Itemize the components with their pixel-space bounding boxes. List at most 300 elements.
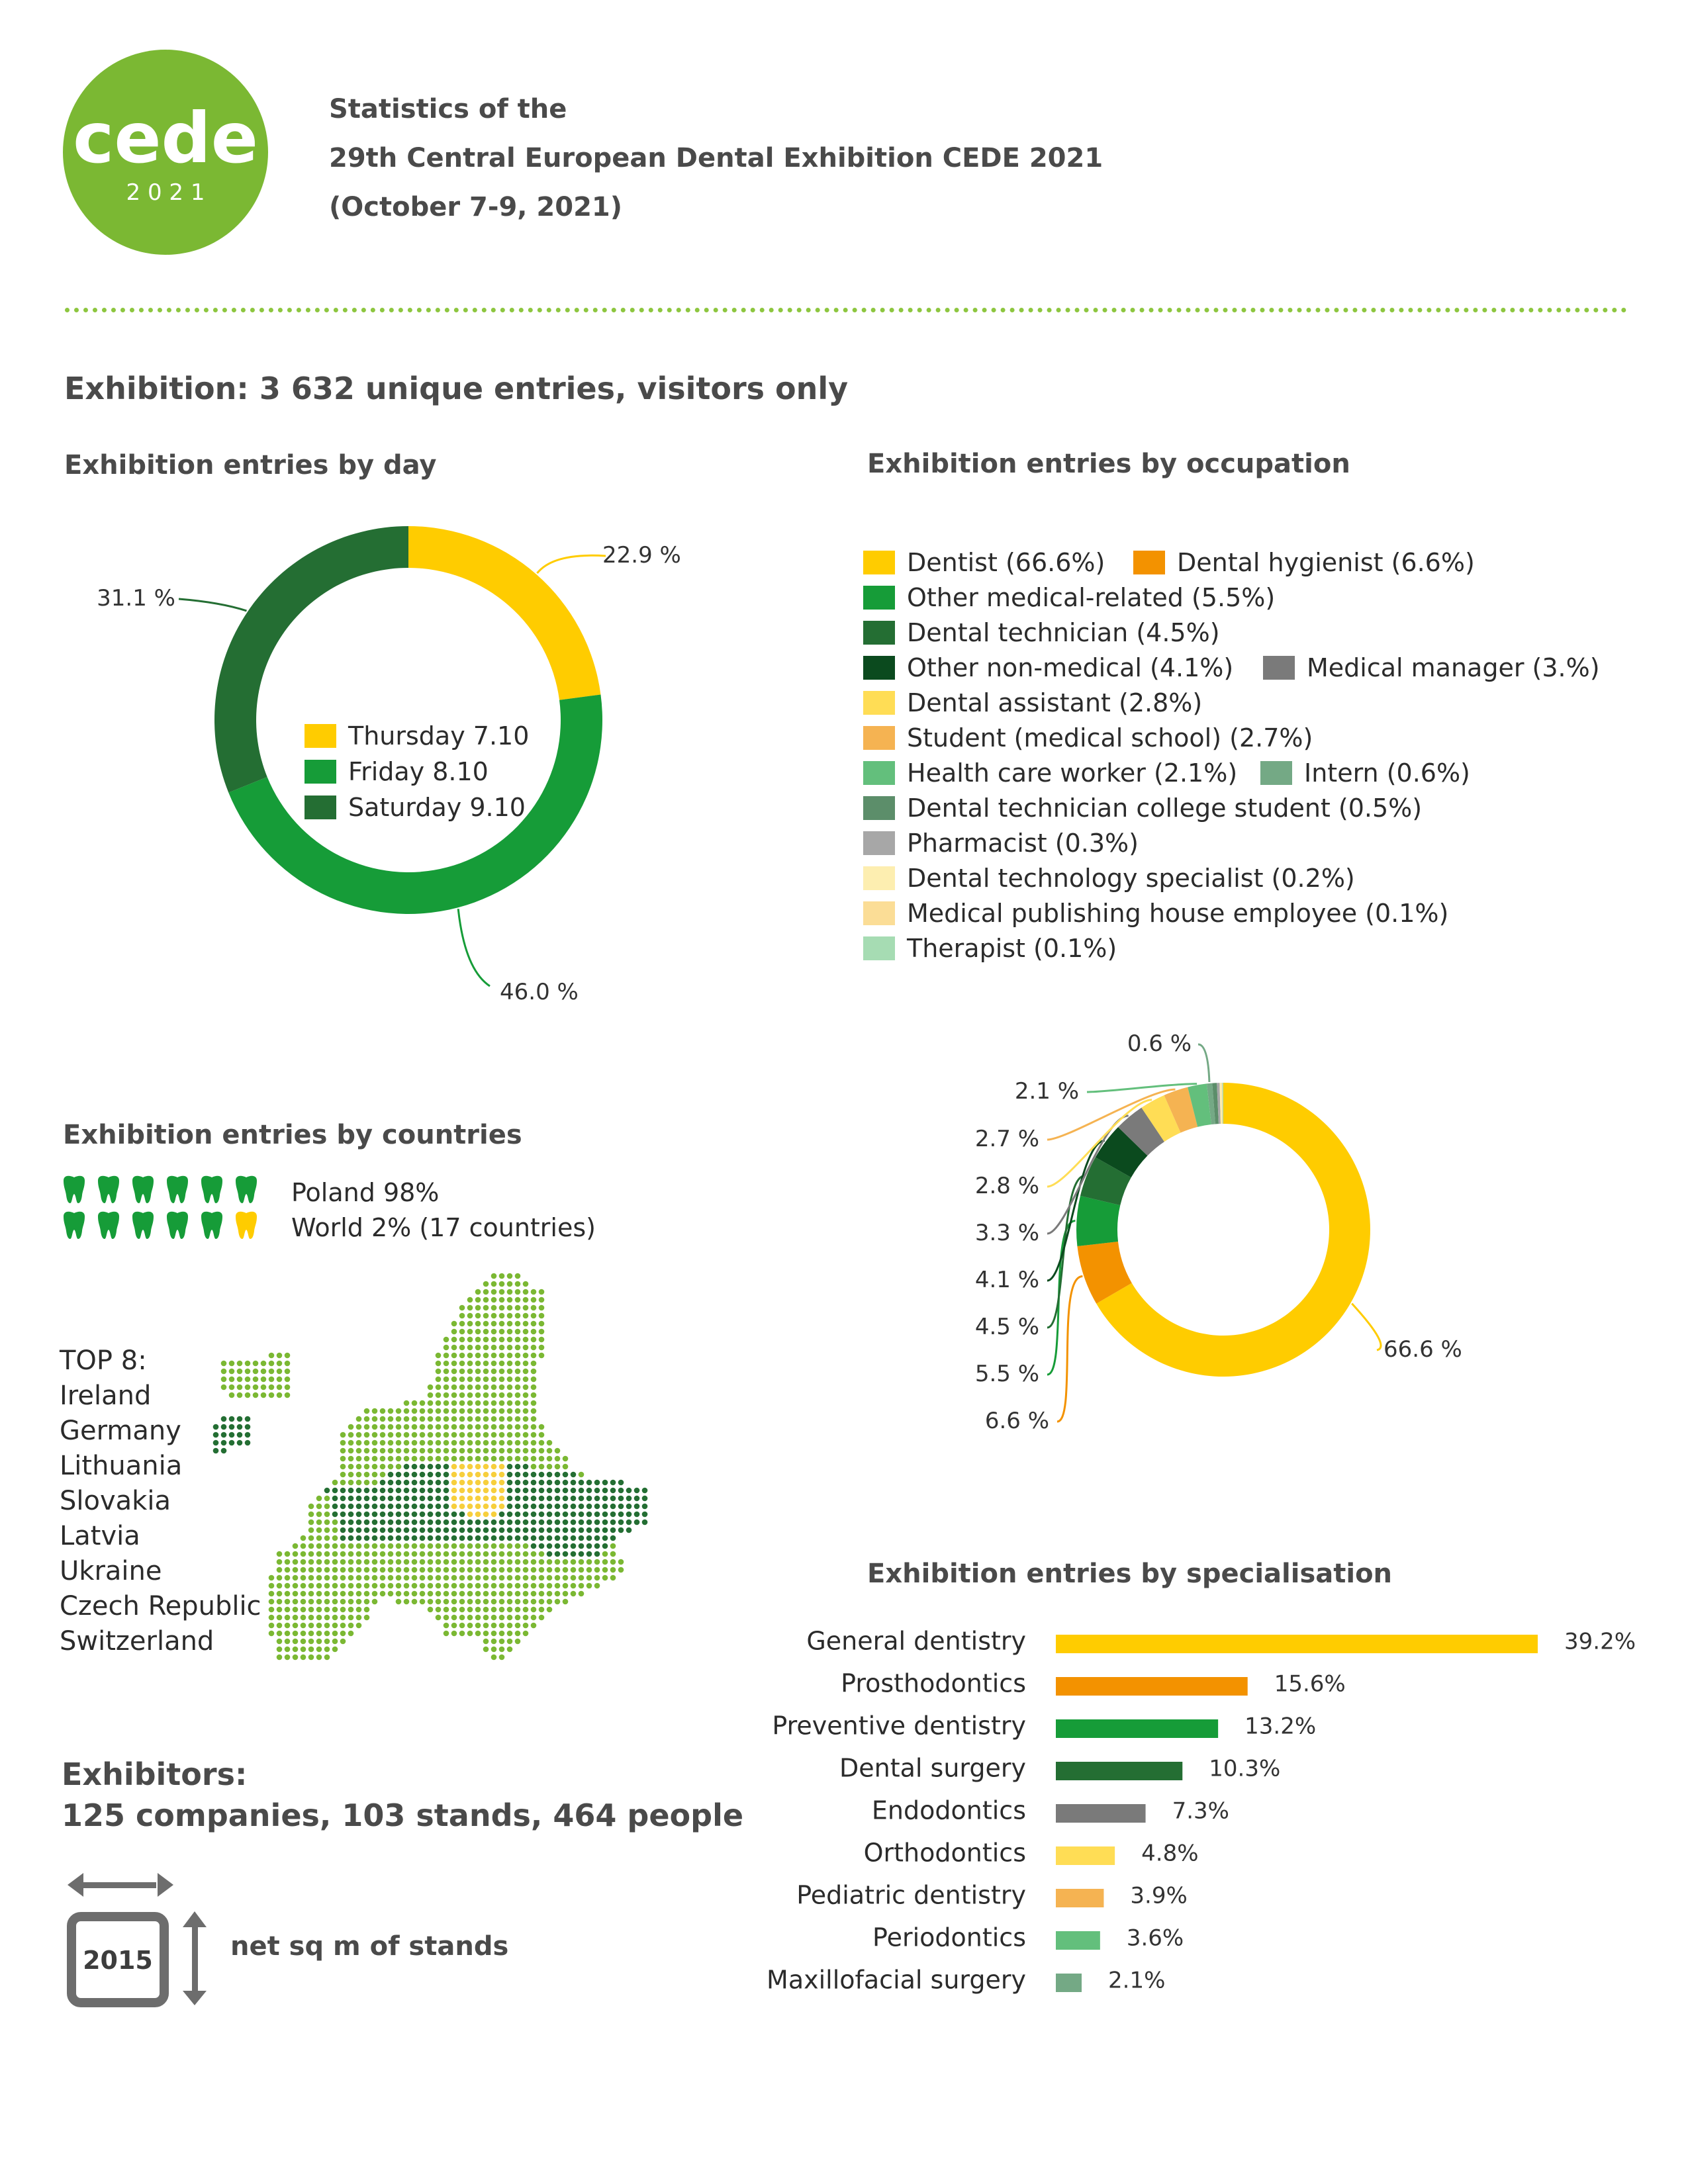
map-dot — [586, 1527, 592, 1533]
map-dot — [396, 1408, 402, 1414]
map-dot — [245, 1416, 251, 1422]
map-dot — [380, 1575, 386, 1581]
map-dot — [523, 1575, 529, 1581]
map-dot — [348, 1551, 354, 1557]
map-dot — [444, 1496, 449, 1502]
map-dot — [285, 1559, 291, 1565]
map-dot — [523, 1535, 529, 1541]
map-dot — [380, 1464, 386, 1470]
map-dot — [372, 1504, 378, 1510]
map-dot — [555, 1535, 561, 1541]
map-dot — [277, 1385, 283, 1390]
map-dot — [451, 1623, 457, 1629]
map-dot — [475, 1337, 481, 1343]
map-dot — [531, 1289, 537, 1295]
map-dot — [221, 1416, 227, 1422]
map-dot — [618, 1527, 624, 1533]
map-dot — [420, 1575, 426, 1581]
map-dot — [285, 1599, 291, 1605]
map-dot — [428, 1551, 434, 1557]
legend-friday — [305, 757, 489, 786]
exhibitors-block — [62, 1754, 743, 1836]
map-dot — [444, 1432, 449, 1438]
map-dot — [579, 1559, 585, 1565]
specialisation-bar — [1056, 1804, 1146, 1823]
map-dot — [364, 1512, 370, 1518]
map-dot — [356, 1527, 362, 1533]
map-dot — [364, 1520, 370, 1525]
map-dot — [348, 1631, 354, 1637]
map-dot — [388, 1488, 394, 1494]
map-dot — [594, 1567, 600, 1573]
map-dot — [586, 1496, 592, 1502]
map-dot — [340, 1496, 346, 1502]
map-dot — [451, 1353, 457, 1359]
map-dot — [531, 1535, 537, 1541]
map-dot — [372, 1432, 378, 1438]
map-dot — [531, 1599, 537, 1605]
legend-label: Thursday 7.10 — [348, 721, 530, 751]
map-dot — [531, 1377, 537, 1383]
map-dot — [475, 1305, 481, 1311]
map-dot — [507, 1321, 513, 1327]
map-dot — [444, 1361, 449, 1367]
map-dot — [523, 1559, 529, 1565]
map-dot — [571, 1480, 577, 1486]
map-dot — [340, 1440, 346, 1446]
map-dot — [348, 1488, 354, 1494]
map-dot — [404, 1512, 410, 1518]
map-dot — [459, 1631, 465, 1637]
day-value-label-1: 46.0 % — [500, 979, 579, 1005]
map-dot — [483, 1305, 489, 1311]
map-dot — [539, 1559, 545, 1565]
map-dot — [499, 1432, 505, 1438]
map-dot — [523, 1345, 529, 1351]
map-dot — [523, 1377, 529, 1383]
map-dot — [491, 1305, 497, 1311]
occupation-value-label-6: 2.8 % — [974, 1173, 1039, 1199]
map-dot — [356, 1504, 362, 1510]
map-dot — [261, 1385, 267, 1390]
map-dot — [610, 1575, 616, 1581]
map-dot — [396, 1504, 402, 1510]
map-dot — [285, 1655, 291, 1661]
map-dot — [316, 1559, 322, 1565]
map-dot — [539, 1345, 545, 1351]
map-dot — [412, 1543, 418, 1549]
map-dot — [332, 1615, 338, 1621]
map-dot — [229, 1392, 235, 1398]
map-dot — [523, 1281, 529, 1287]
map-dot — [610, 1520, 616, 1525]
map-dot — [634, 1504, 640, 1510]
map-dot — [380, 1448, 386, 1454]
map-dot — [515, 1424, 521, 1430]
map-dot — [515, 1313, 521, 1319]
map-dot — [515, 1337, 521, 1343]
map-dot — [444, 1599, 449, 1605]
map-dot — [444, 1488, 449, 1494]
map-dot — [483, 1496, 489, 1502]
map-dot — [269, 1583, 275, 1589]
map-dot — [507, 1639, 513, 1645]
map-dot — [491, 1353, 497, 1359]
map-dot — [340, 1480, 346, 1486]
map-dot — [412, 1599, 418, 1605]
map-dot — [451, 1448, 457, 1454]
poland-share: Poland 98% — [291, 1178, 440, 1207]
map-dot — [491, 1440, 497, 1446]
map-dot — [499, 1448, 505, 1454]
map-dot — [412, 1464, 418, 1470]
map-dot — [340, 1551, 346, 1557]
map-dot — [340, 1472, 346, 1478]
map-dot — [316, 1607, 322, 1613]
map-dot — [245, 1385, 251, 1390]
map-dot — [380, 1488, 386, 1494]
map-dot — [269, 1385, 275, 1390]
map-dot — [316, 1504, 322, 1510]
map-dot — [626, 1504, 632, 1510]
map-dot — [285, 1551, 291, 1557]
map-dot — [356, 1551, 362, 1557]
map-dot — [459, 1504, 465, 1510]
map-dot — [491, 1615, 497, 1621]
map-dot — [428, 1400, 434, 1406]
map-dot — [356, 1535, 362, 1541]
map-dot — [412, 1527, 418, 1533]
map-dot — [491, 1655, 497, 1661]
map-dot — [459, 1416, 465, 1422]
map-dot — [491, 1456, 497, 1462]
map-dot — [499, 1639, 505, 1645]
map-dot — [420, 1559, 426, 1565]
map-dot — [507, 1416, 513, 1422]
map-dot — [451, 1615, 457, 1621]
specialisation-category-label: Preventive dentistry — [772, 1711, 1026, 1741]
map-dot — [372, 1448, 378, 1454]
map-dot — [499, 1289, 505, 1295]
map-dot — [626, 1496, 632, 1502]
map-dot — [308, 1512, 314, 1518]
map-dot — [316, 1496, 322, 1502]
map-dot — [539, 1448, 545, 1454]
map-dot — [340, 1504, 346, 1510]
map-dot — [483, 1464, 489, 1470]
map-dot — [491, 1575, 497, 1581]
map-dot — [459, 1551, 465, 1557]
map-dot — [499, 1551, 505, 1557]
map-dot — [610, 1551, 616, 1557]
map-dot — [436, 1551, 442, 1557]
map-dot — [451, 1424, 457, 1430]
map-dot — [523, 1527, 529, 1533]
map-dot — [372, 1488, 378, 1494]
map-dot — [420, 1504, 426, 1510]
map-dot — [459, 1377, 465, 1383]
map-dot — [499, 1504, 505, 1510]
map-dot — [324, 1520, 330, 1525]
map-dot — [483, 1313, 489, 1319]
map-dot — [515, 1305, 521, 1311]
map-dot — [555, 1543, 561, 1549]
map-dot — [602, 1551, 608, 1557]
map-dot — [380, 1432, 386, 1438]
map-dot — [388, 1424, 394, 1430]
map-dot — [499, 1361, 505, 1367]
top8-item: Latvia — [60, 1521, 140, 1551]
map-dot — [444, 1575, 449, 1581]
map-dot — [348, 1543, 354, 1549]
map-dot — [475, 1432, 481, 1438]
map-dot — [515, 1472, 521, 1478]
legend-label: Student (medical school) (2.7%) — [907, 723, 1313, 752]
map-dot — [388, 1456, 394, 1462]
map-dot — [459, 1361, 465, 1367]
map-dot — [491, 1512, 497, 1518]
specialisation-bar — [1056, 1931, 1100, 1950]
map-dot — [380, 1424, 386, 1430]
map-dot — [412, 1575, 418, 1581]
day-value-label-0: 22.9 % — [602, 542, 681, 569]
map-dot — [499, 1512, 505, 1518]
map-dot — [293, 1583, 299, 1589]
map-dot — [523, 1615, 529, 1621]
cede-logo — [60, 46, 271, 258]
map-dot — [507, 1400, 513, 1406]
map-dot — [436, 1400, 442, 1406]
map-dot — [459, 1464, 465, 1470]
map-dot — [436, 1456, 442, 1462]
map-dot — [404, 1432, 410, 1438]
map-dot — [483, 1551, 489, 1557]
map-dot — [308, 1567, 314, 1573]
map-dot — [428, 1535, 434, 1541]
map-dot — [467, 1400, 473, 1406]
top8-item: Lithuania — [60, 1451, 183, 1481]
map-dot — [332, 1520, 338, 1525]
map-dot — [388, 1527, 394, 1533]
map-dot — [380, 1472, 386, 1478]
map-dot — [277, 1655, 283, 1661]
map-dot — [475, 1377, 481, 1383]
map-dot — [499, 1305, 505, 1311]
map-dot — [547, 1464, 553, 1470]
map-dot — [459, 1607, 465, 1613]
map-dot — [436, 1599, 442, 1605]
legend-label: Friday 8.10 — [348, 757, 489, 786]
map-dot — [475, 1631, 481, 1637]
map-dot — [467, 1567, 473, 1573]
map-dot — [388, 1408, 394, 1414]
map-dot — [618, 1488, 624, 1494]
map-dot — [380, 1512, 386, 1518]
map-dot — [324, 1647, 330, 1653]
map-dot — [634, 1488, 640, 1494]
map-dot — [467, 1591, 473, 1597]
map-dot — [356, 1480, 362, 1486]
map-dot — [539, 1543, 545, 1549]
map-dot — [499, 1281, 505, 1287]
map-dot — [420, 1567, 426, 1573]
legend-label: Pharmacist (0.3%) — [907, 829, 1139, 858]
map-dot — [563, 1551, 569, 1557]
map-dot — [491, 1480, 497, 1486]
map-dot — [594, 1575, 600, 1581]
specialisation-bar — [1056, 1974, 1082, 1992]
map-dot — [507, 1543, 513, 1549]
map-dot — [293, 1623, 299, 1629]
map-dot — [285, 1361, 291, 1367]
map-dot — [539, 1329, 545, 1335]
map-dot — [467, 1297, 473, 1303]
map-dot — [571, 1591, 577, 1597]
map-dot — [491, 1408, 497, 1414]
map-dot — [436, 1369, 442, 1375]
map-dot — [579, 1480, 585, 1486]
occupation-value-label-7: 2.7 % — [974, 1126, 1039, 1152]
map-dot — [459, 1559, 465, 1565]
map-dot — [348, 1496, 354, 1502]
map-dot — [547, 1456, 553, 1462]
map-dot — [372, 1408, 378, 1414]
map-dot — [555, 1599, 561, 1605]
map-dot — [388, 1504, 394, 1510]
map-dot — [531, 1464, 537, 1470]
map-dot — [539, 1464, 545, 1470]
map-dot — [420, 1448, 426, 1454]
title-line-3: (October 7-9, 2021) — [329, 192, 623, 222]
map-dot — [507, 1607, 513, 1613]
map-dot — [563, 1527, 569, 1533]
map-dot — [301, 1631, 306, 1637]
map-dot — [277, 1639, 283, 1645]
map-dot — [364, 1575, 370, 1581]
map-dot — [348, 1535, 354, 1541]
map-dot — [332, 1527, 338, 1533]
map-dot — [459, 1408, 465, 1414]
map-dot — [348, 1512, 354, 1518]
by-countries-heading: Exhibition entries by countries — [63, 1120, 522, 1150]
map-dot — [499, 1631, 505, 1637]
map-dot — [586, 1575, 592, 1581]
map-dot — [515, 1559, 521, 1565]
map-dot — [436, 1353, 442, 1359]
map-dot — [634, 1496, 640, 1502]
tooth-icon — [132, 1176, 154, 1203]
map-dot — [515, 1543, 521, 1549]
map-dot — [237, 1392, 243, 1398]
map-dot — [483, 1527, 489, 1533]
map-dot — [285, 1575, 291, 1581]
map-dot — [269, 1599, 275, 1605]
map-dot — [563, 1456, 569, 1462]
map-dot — [475, 1615, 481, 1621]
map-dot — [531, 1559, 537, 1565]
map-dot — [372, 1472, 378, 1478]
map-dot — [491, 1337, 497, 1343]
map-dot — [507, 1472, 513, 1478]
map-dot — [340, 1488, 346, 1494]
map-dot — [221, 1432, 227, 1438]
map-dot — [332, 1599, 338, 1605]
map-dot — [507, 1647, 513, 1653]
map-dot — [539, 1313, 545, 1319]
map-dot — [547, 1512, 553, 1518]
map-dot — [285, 1639, 291, 1645]
by-occupation-legend — [863, 548, 1658, 972]
map-dot — [602, 1567, 608, 1573]
map-dot — [404, 1472, 410, 1478]
map-dot — [451, 1488, 457, 1494]
map-dot — [451, 1631, 457, 1637]
map-dot — [444, 1535, 449, 1541]
map-dot — [547, 1583, 553, 1589]
map-dot — [571, 1575, 577, 1581]
map-dot — [372, 1535, 378, 1541]
map-dot — [491, 1329, 497, 1335]
map-dot — [531, 1432, 537, 1438]
map-dot — [459, 1543, 465, 1549]
map-dot — [491, 1377, 497, 1383]
map-dot — [348, 1623, 354, 1629]
map-dot — [515, 1321, 521, 1327]
map-dot — [428, 1520, 434, 1525]
map-dot — [483, 1472, 489, 1478]
map-dot — [364, 1408, 370, 1414]
map-dot — [618, 1496, 624, 1502]
map-dot — [301, 1583, 306, 1589]
map-dot — [364, 1480, 370, 1486]
legend-swatch — [863, 586, 895, 610]
map-dot — [404, 1575, 410, 1581]
map-dot — [507, 1615, 513, 1621]
map-dot — [459, 1392, 465, 1398]
map-dot — [475, 1416, 481, 1422]
map-dot — [316, 1647, 322, 1653]
map-dot — [531, 1361, 537, 1367]
map-dot — [483, 1504, 489, 1510]
map-dot — [491, 1504, 497, 1510]
map-dot — [356, 1512, 362, 1518]
map-dot — [396, 1567, 402, 1573]
map-dot — [467, 1583, 473, 1589]
map-dot — [412, 1567, 418, 1573]
map-dot — [499, 1273, 505, 1279]
legend-health-care-worker — [863, 758, 1237, 788]
tooth-icon — [64, 1212, 85, 1239]
map-dot — [412, 1559, 418, 1565]
map-dot — [531, 1543, 537, 1549]
map-dot — [523, 1337, 529, 1343]
map-dot — [602, 1527, 608, 1533]
logo-word: cede — [73, 98, 258, 179]
specialisation-value-label: 10.3% — [1209, 1755, 1281, 1782]
map-dot — [555, 1456, 561, 1462]
map-dot — [475, 1496, 481, 1502]
map-dot — [420, 1464, 426, 1470]
map-dot — [491, 1416, 497, 1422]
map-dot — [507, 1345, 513, 1351]
map-dot — [451, 1551, 457, 1557]
map-dot — [531, 1512, 537, 1518]
map-dot — [459, 1496, 465, 1502]
map-dot — [420, 1527, 426, 1533]
map-dot — [499, 1297, 505, 1303]
map-dot — [364, 1543, 370, 1549]
map-dot — [507, 1575, 513, 1581]
